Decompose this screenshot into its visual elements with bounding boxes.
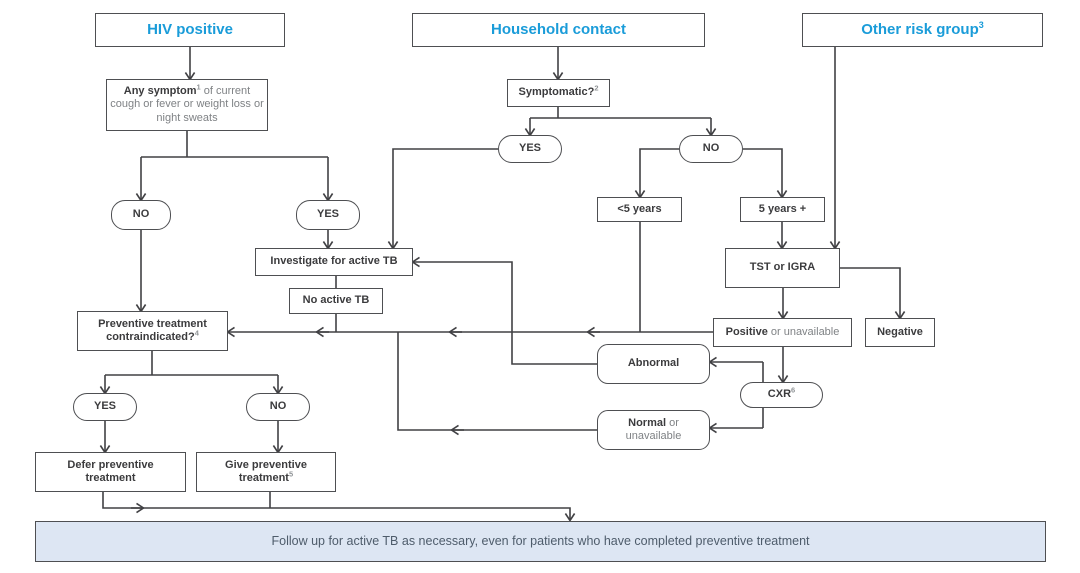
positive-unavailable-label: Positive or unavailable <box>725 325 840 338</box>
node-positive-or-unavailable <box>713 318 852 347</box>
node-give-preventive-treatment <box>196 452 336 492</box>
give-treatment-label: Give preventive treatment$^5$ <box>225 458 307 484</box>
node-yes-hiv <box>296 200 360 230</box>
under-5-years-label: <5 years <box>617 202 662 215</box>
yes-symptomatic-label: YES <box>518 142 541 155</box>
investigate-label: Investigate for active TB <box>270 255 398 268</box>
normal-unavailable-label: Normal or unavailable <box>625 416 682 442</box>
other-risk-group-label: Other risk group$^3$ <box>861 20 984 38</box>
negative-label: Negative <box>877 325 923 338</box>
node-no-symptomatic <box>679 135 743 163</box>
node-defer-preventive-treatment <box>35 452 186 492</box>
contraindicated-label: Preventive treatment contraindicated?$^4$ <box>98 317 207 343</box>
node-no-hiv <box>111 200 171 230</box>
node-under-5-years <box>597 197 682 222</box>
footnote-6: 6 <box>791 385 796 395</box>
edge-symptomatic-split <box>530 107 711 118</box>
edge-nosympt-to-under5 <box>640 149 679 197</box>
footnote-2: 2 <box>594 83 599 93</box>
defer-treatment-label: Defer preventive treatment <box>67 458 154 484</box>
any-symptom-label: Any symptom$^1$ of current cough or fever or weight loss or night sweats <box>110 82 264 124</box>
node-any-symptom <box>106 79 268 131</box>
footnote-3: 3 <box>978 20 984 30</box>
node-abnormal <box>597 344 710 384</box>
node-no-contraindicated <box>246 393 310 421</box>
5-years-plus-label: 5 years + <box>758 202 807 215</box>
household-contact-label: Household contact <box>490 21 626 38</box>
hiv-positive-label: HIV positive <box>147 21 233 38</box>
edge-normal-to-mainline <box>398 332 597 430</box>
no-active-tb-label: No active TB <box>302 294 370 307</box>
tst-igra-label: TST or IGRA <box>749 261 816 274</box>
edge-yessympt-to-investigate <box>393 149 498 248</box>
node-tst-or-igra <box>725 248 840 288</box>
no-hiv-label: NO <box>132 208 150 221</box>
edge-contra-split <box>105 351 278 375</box>
node-household-contact <box>412 13 705 47</box>
node-preventive-contraindicated <box>77 311 228 351</box>
edge-anysymptom-split <box>141 131 328 157</box>
node-yes-contraindicated <box>73 393 137 421</box>
footnote-5: 5 <box>288 469 294 479</box>
node-5-years-plus <box>740 197 825 222</box>
no-contra-label: NO <box>269 400 287 413</box>
node-negative <box>865 318 935 347</box>
edge-abnormal-to-investigate <box>413 262 597 364</box>
followup-label: Follow up for active TB as necessary, even for patients who have completed preventive treatment <box>271 534 810 548</box>
node-other-risk-group <box>802 13 1043 47</box>
footnote-4: 4 <box>194 328 199 338</box>
node-yes-symptomatic <box>498 135 562 163</box>
yes-contra-label: YES <box>93 400 116 413</box>
node-symptomatic <box>507 79 610 107</box>
node-normal-or-unavailable <box>597 410 710 450</box>
edge-tst-to-negative <box>840 268 900 318</box>
edge-nosympt-to-plus5 <box>743 149 782 197</box>
cxr-label: CXR$^6$ <box>767 385 796 401</box>
node-no-active-tb <box>289 288 383 314</box>
abnormal-label: Abnormal <box>627 357 680 370</box>
node-investigate-active-tb <box>255 248 413 276</box>
node-cxr <box>740 382 823 408</box>
symptomatic-label: Symptomatic?$^2$ <box>518 83 599 99</box>
edge-defer-to-followup <box>103 492 570 520</box>
footnote-1: 1 <box>196 82 201 92</box>
no-symptomatic-label: NO <box>702 142 720 155</box>
yes-hiv-label: YES <box>316 208 339 221</box>
followup-bar <box>35 521 1046 562</box>
node-hiv-positive <box>95 13 285 47</box>
